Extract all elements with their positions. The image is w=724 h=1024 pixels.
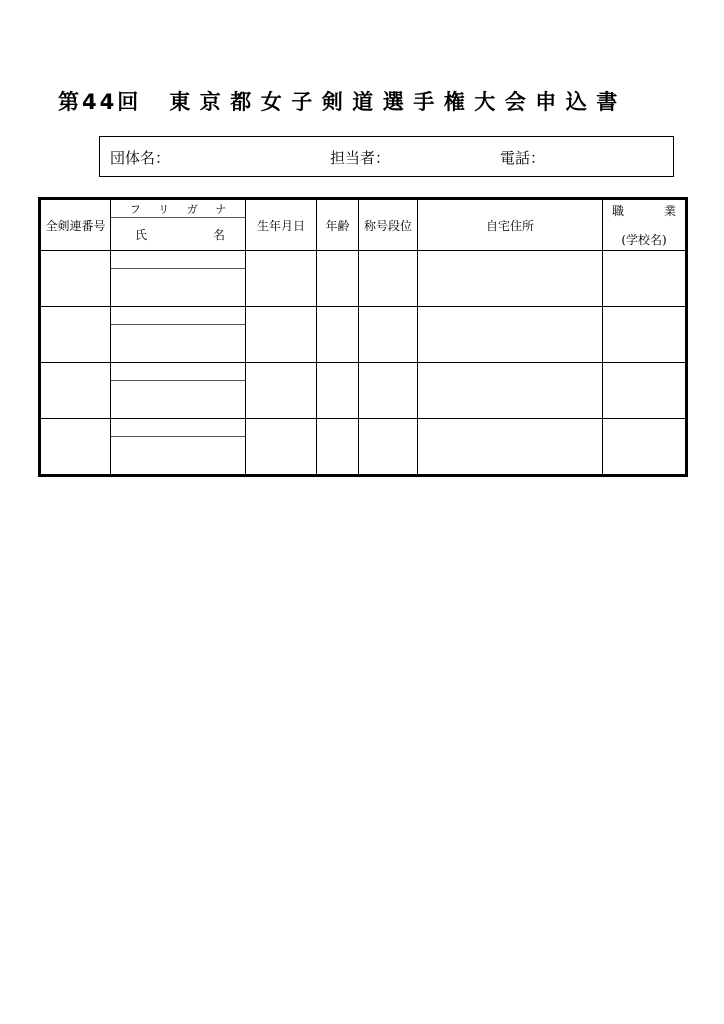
title-edition: 第44回 xyxy=(58,90,142,114)
cell-birthdate[interactable] xyxy=(246,363,317,419)
table-header-row xyxy=(40,199,687,251)
header-birthdate: 生年月日 xyxy=(246,199,317,251)
organization-label: 団体名： xyxy=(110,149,171,167)
contact-person-label: 担当者： xyxy=(330,149,391,167)
header-furigana: フ リ ガ ナ xyxy=(111,200,245,218)
cell-rank[interactable] xyxy=(359,251,418,307)
cell-member-number[interactable] xyxy=(40,307,111,363)
phone-label: 電話： xyxy=(500,149,546,167)
cell-address[interactable] xyxy=(418,251,603,307)
applicant-info-box xyxy=(99,136,674,177)
cell-member-number[interactable] xyxy=(40,363,111,419)
header-address: 自宅住所 xyxy=(418,199,603,251)
cell-rank[interactable] xyxy=(359,363,418,419)
cell-rank[interactable] xyxy=(359,419,418,476)
header-name xyxy=(111,199,246,251)
cell-birthdate[interactable] xyxy=(246,419,317,476)
title-name: 東京都女子剣道選手権大会申込書 xyxy=(169,90,627,114)
cell-birthdate[interactable] xyxy=(246,307,317,363)
cell-age[interactable] xyxy=(317,307,359,363)
table-row xyxy=(40,363,687,419)
header-member-number: 全剣連番号 xyxy=(40,199,111,251)
cell-name[interactable] xyxy=(111,307,246,363)
cell-occupation[interactable] xyxy=(603,419,687,476)
cell-rank[interactable] xyxy=(359,307,418,363)
cell-occupation[interactable] xyxy=(603,307,687,363)
cell-name[interactable] xyxy=(111,251,246,307)
cell-occupation[interactable] xyxy=(603,363,687,419)
header-name-kanji: 氏 名 xyxy=(135,227,225,242)
header-rank: 称号段位 xyxy=(359,199,418,251)
header-occupation-note: (学校名) xyxy=(621,233,667,247)
header-occupation: 職 業 (学校名) xyxy=(603,199,687,251)
entry-table xyxy=(38,197,688,477)
cell-age[interactable] xyxy=(317,363,359,419)
cell-occupation[interactable] xyxy=(603,251,687,307)
cell-member-number[interactable] xyxy=(40,419,111,476)
cell-birthdate[interactable] xyxy=(246,251,317,307)
cell-address[interactable] xyxy=(418,419,603,476)
table-row xyxy=(40,251,687,307)
cell-address[interactable] xyxy=(418,363,603,419)
header-age: 年齢 xyxy=(317,199,359,251)
cell-name[interactable] xyxy=(111,363,246,419)
cell-age[interactable] xyxy=(317,251,359,307)
table-row xyxy=(40,307,687,363)
table-row xyxy=(40,419,687,476)
cell-member-number[interactable] xyxy=(40,251,111,307)
cell-address[interactable] xyxy=(418,307,603,363)
cell-name[interactable] xyxy=(111,419,246,476)
page-title xyxy=(58,86,678,116)
cell-age[interactable] xyxy=(317,419,359,476)
